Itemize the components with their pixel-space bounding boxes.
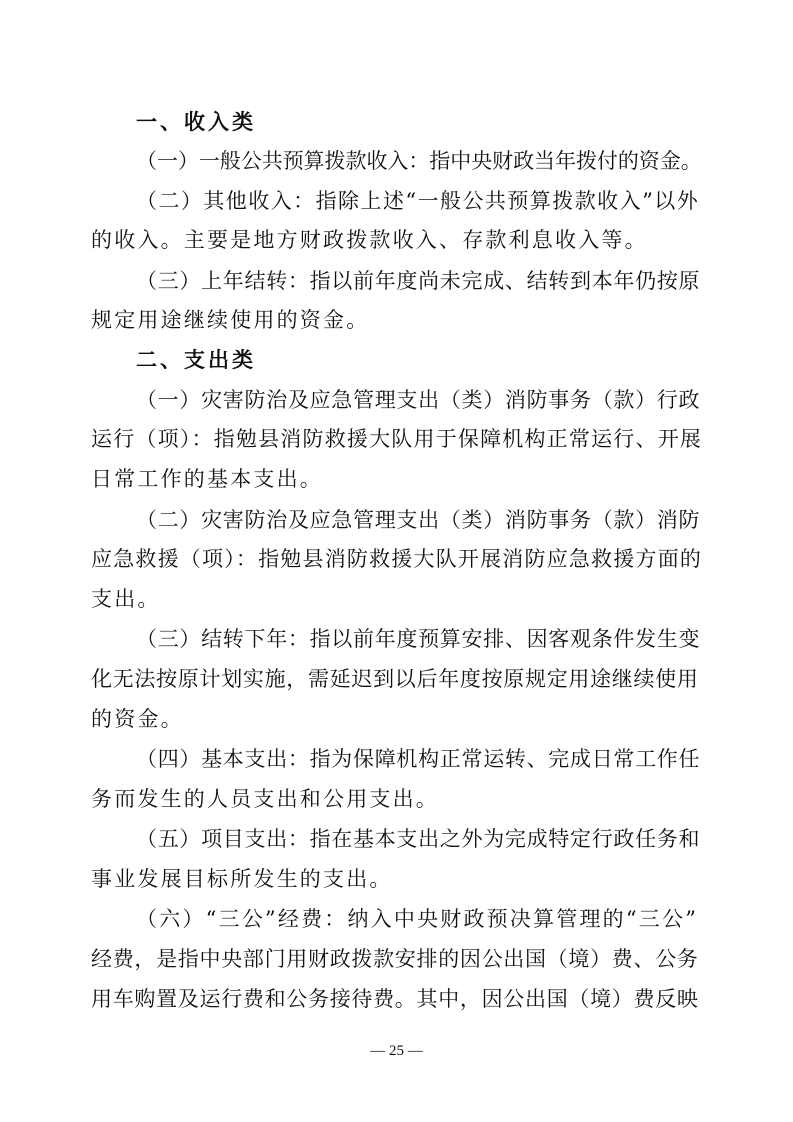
paragraph-line: （一）一般公共预算拨款收入：指中央财政当年拨付的资金。	[136, 149, 702, 173]
paragraph-line: 用车购置及运行费和公务接待费。其中，因公出国（境）费反映	[91, 987, 699, 1011]
section-heading-income: 一、收入类	[136, 110, 256, 134]
paragraph-line: 务而发生的人员支出和公用支出。	[91, 787, 439, 811]
paragraph-line: 化无法按原计划实施，需延迟到以后年度按原规定用途继续使用	[91, 667, 699, 691]
paragraph-line: （六）“三公”经费：纳入中央财政预决算管理的“三公”	[136, 907, 699, 931]
paragraph-line: （二）灾害防治及应急管理支出（类）消防事务（款）消防	[136, 508, 701, 532]
paragraph-line: （三）上年结转：指以前年度尚未完成、结转到本年仍按原	[136, 269, 701, 293]
paragraph-line: 事业发展目标所发生的支出。	[91, 867, 393, 891]
section-heading-expenditure: 二、支出类	[136, 348, 256, 372]
paragraph-line: 的收入。主要是地方财政拨款收入、存款利息收入等。	[91, 228, 648, 252]
paragraph-line: （一）灾害防治及应急管理支出（类）消防事务（款）行政	[136, 388, 701, 412]
paragraph-line: （五）项目支出：指在基本支出之外为完成特定行政任务和	[136, 827, 701, 851]
paragraph-line: 应急救援（项）：指勉县消防救援大队开展消防应急救援方面的	[91, 547, 703, 571]
paragraph-line: 运行（项）：指勉县消防救援大队用于保障机构正常运行、开展	[91, 427, 703, 451]
paragraph-line: 支出。	[91, 587, 161, 611]
paragraph-line: 日常工作的基本支出。	[91, 467, 323, 491]
paragraph-line: （二）其他收入：指除上述“一般公共预算拨款收入”以外	[136, 189, 700, 213]
page-number: — 25 —	[370, 1043, 423, 1059]
paragraph-line: 规定用途继续使用的资金。	[91, 308, 370, 332]
paragraph-line: （四）基本支出：指为保障机构正常运转、完成日常工作任	[136, 747, 701, 771]
paragraph-line: （三）结转下年：指以前年度预算安排、因客观条件发生变	[136, 627, 701, 651]
paragraph-line: 经费，是指中央部门用财政拨款安排的因公出国（境）费、公务	[91, 947, 699, 971]
paragraph-line: 的资金。	[91, 707, 184, 731]
